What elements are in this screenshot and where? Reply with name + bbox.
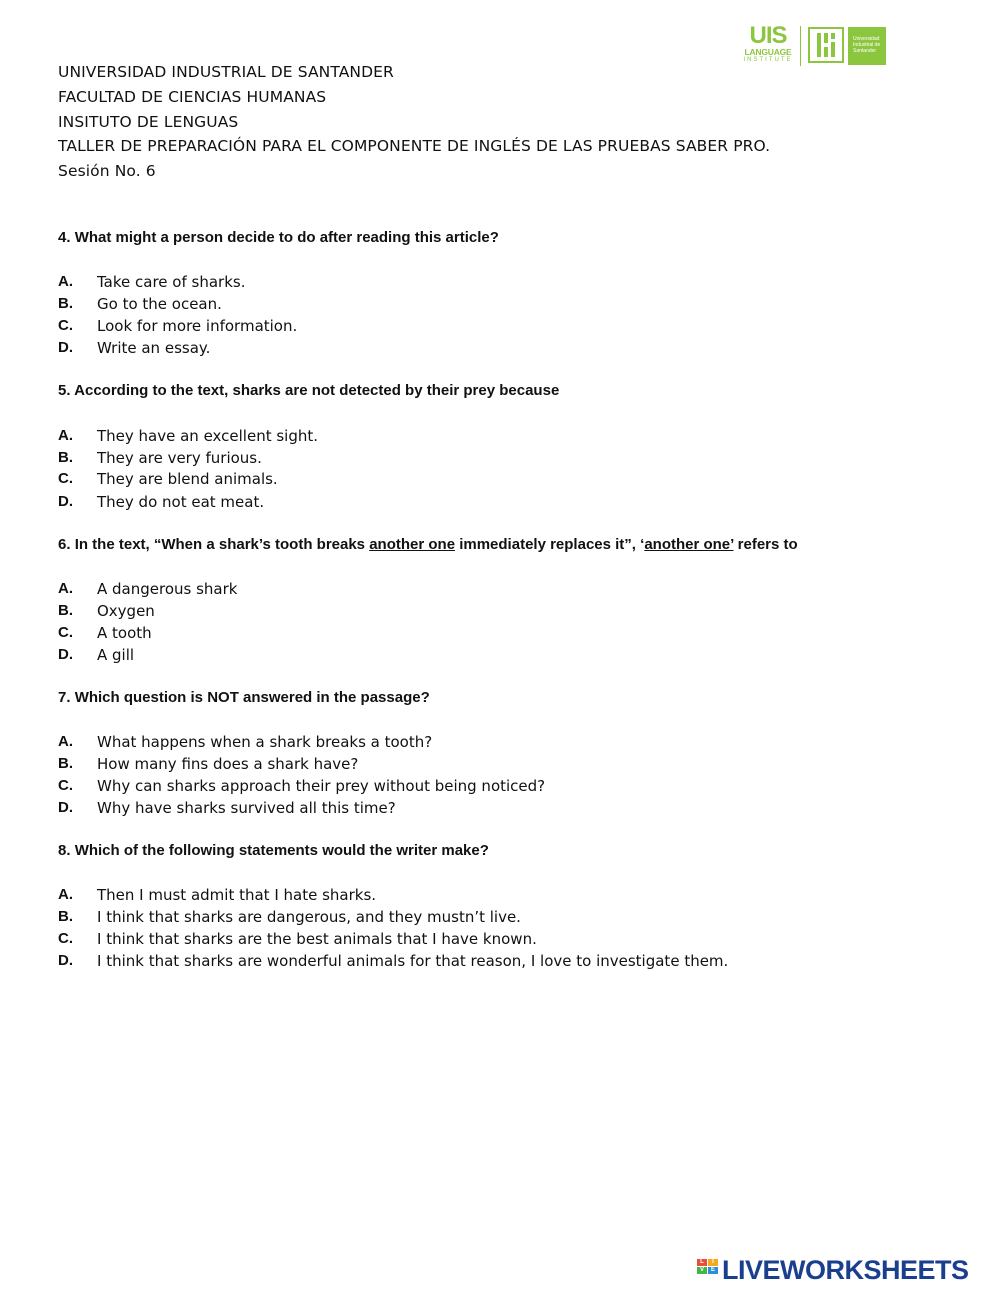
question-5: 5. According to the text, sharks are not detected by their prey because <box>58 382 560 399</box>
question-6: 6. In the text, “When a shark’s tooth breaks another one immediately replaces it”, ‘another one’ refers to <box>58 536 798 553</box>
logo-university-name: Universidad Industrial de Santander <box>848 27 886 65</box>
underlined-phrase: another one <box>369 536 456 553</box>
header-faculty: FACULTAD DE CIENCIAS HUMANAS <box>58 87 327 106</box>
header-institute: INSITUTO DE LENGUAS <box>58 112 239 131</box>
question-8: 8. Which of the following statements would the writer make? <box>58 842 489 859</box>
liveworksheets-wordmark: LIVEWORKSHEETS <box>722 1255 969 1285</box>
header-workshop-title: TALLER DE PREPARACIÓN PARA EL COMPONENTE DE INGLÉS DE LAS PRUEBAS SABER PRO. <box>58 137 771 156</box>
logo-divider <box>800 26 801 66</box>
uis-emblem-icon <box>808 27 844 63</box>
liveworksheets-logo-icon: L I V E <box>697 1259 719 1283</box>
question-4: 4. What might a person decide to do after reading this article? <box>58 229 499 246</box>
header-session: Sesión No. 6 <box>58 162 156 181</box>
underlined-phrase: another one’ <box>644 536 734 553</box>
liveworksheets-brand <box>697 1255 997 1285</box>
header-university: UNIVERSIDAD INDUSTRIAL DE SANTANDER <box>58 63 394 81</box>
uis-language-institute-logo <box>740 24 890 68</box>
question-7: 7. Which question is NOT answered in the passage? <box>58 689 430 706</box>
logo-wordmark: UIS LANGUAGE INSTITUTE <box>743 22 793 63</box>
document-header <box>58 60 770 184</box>
